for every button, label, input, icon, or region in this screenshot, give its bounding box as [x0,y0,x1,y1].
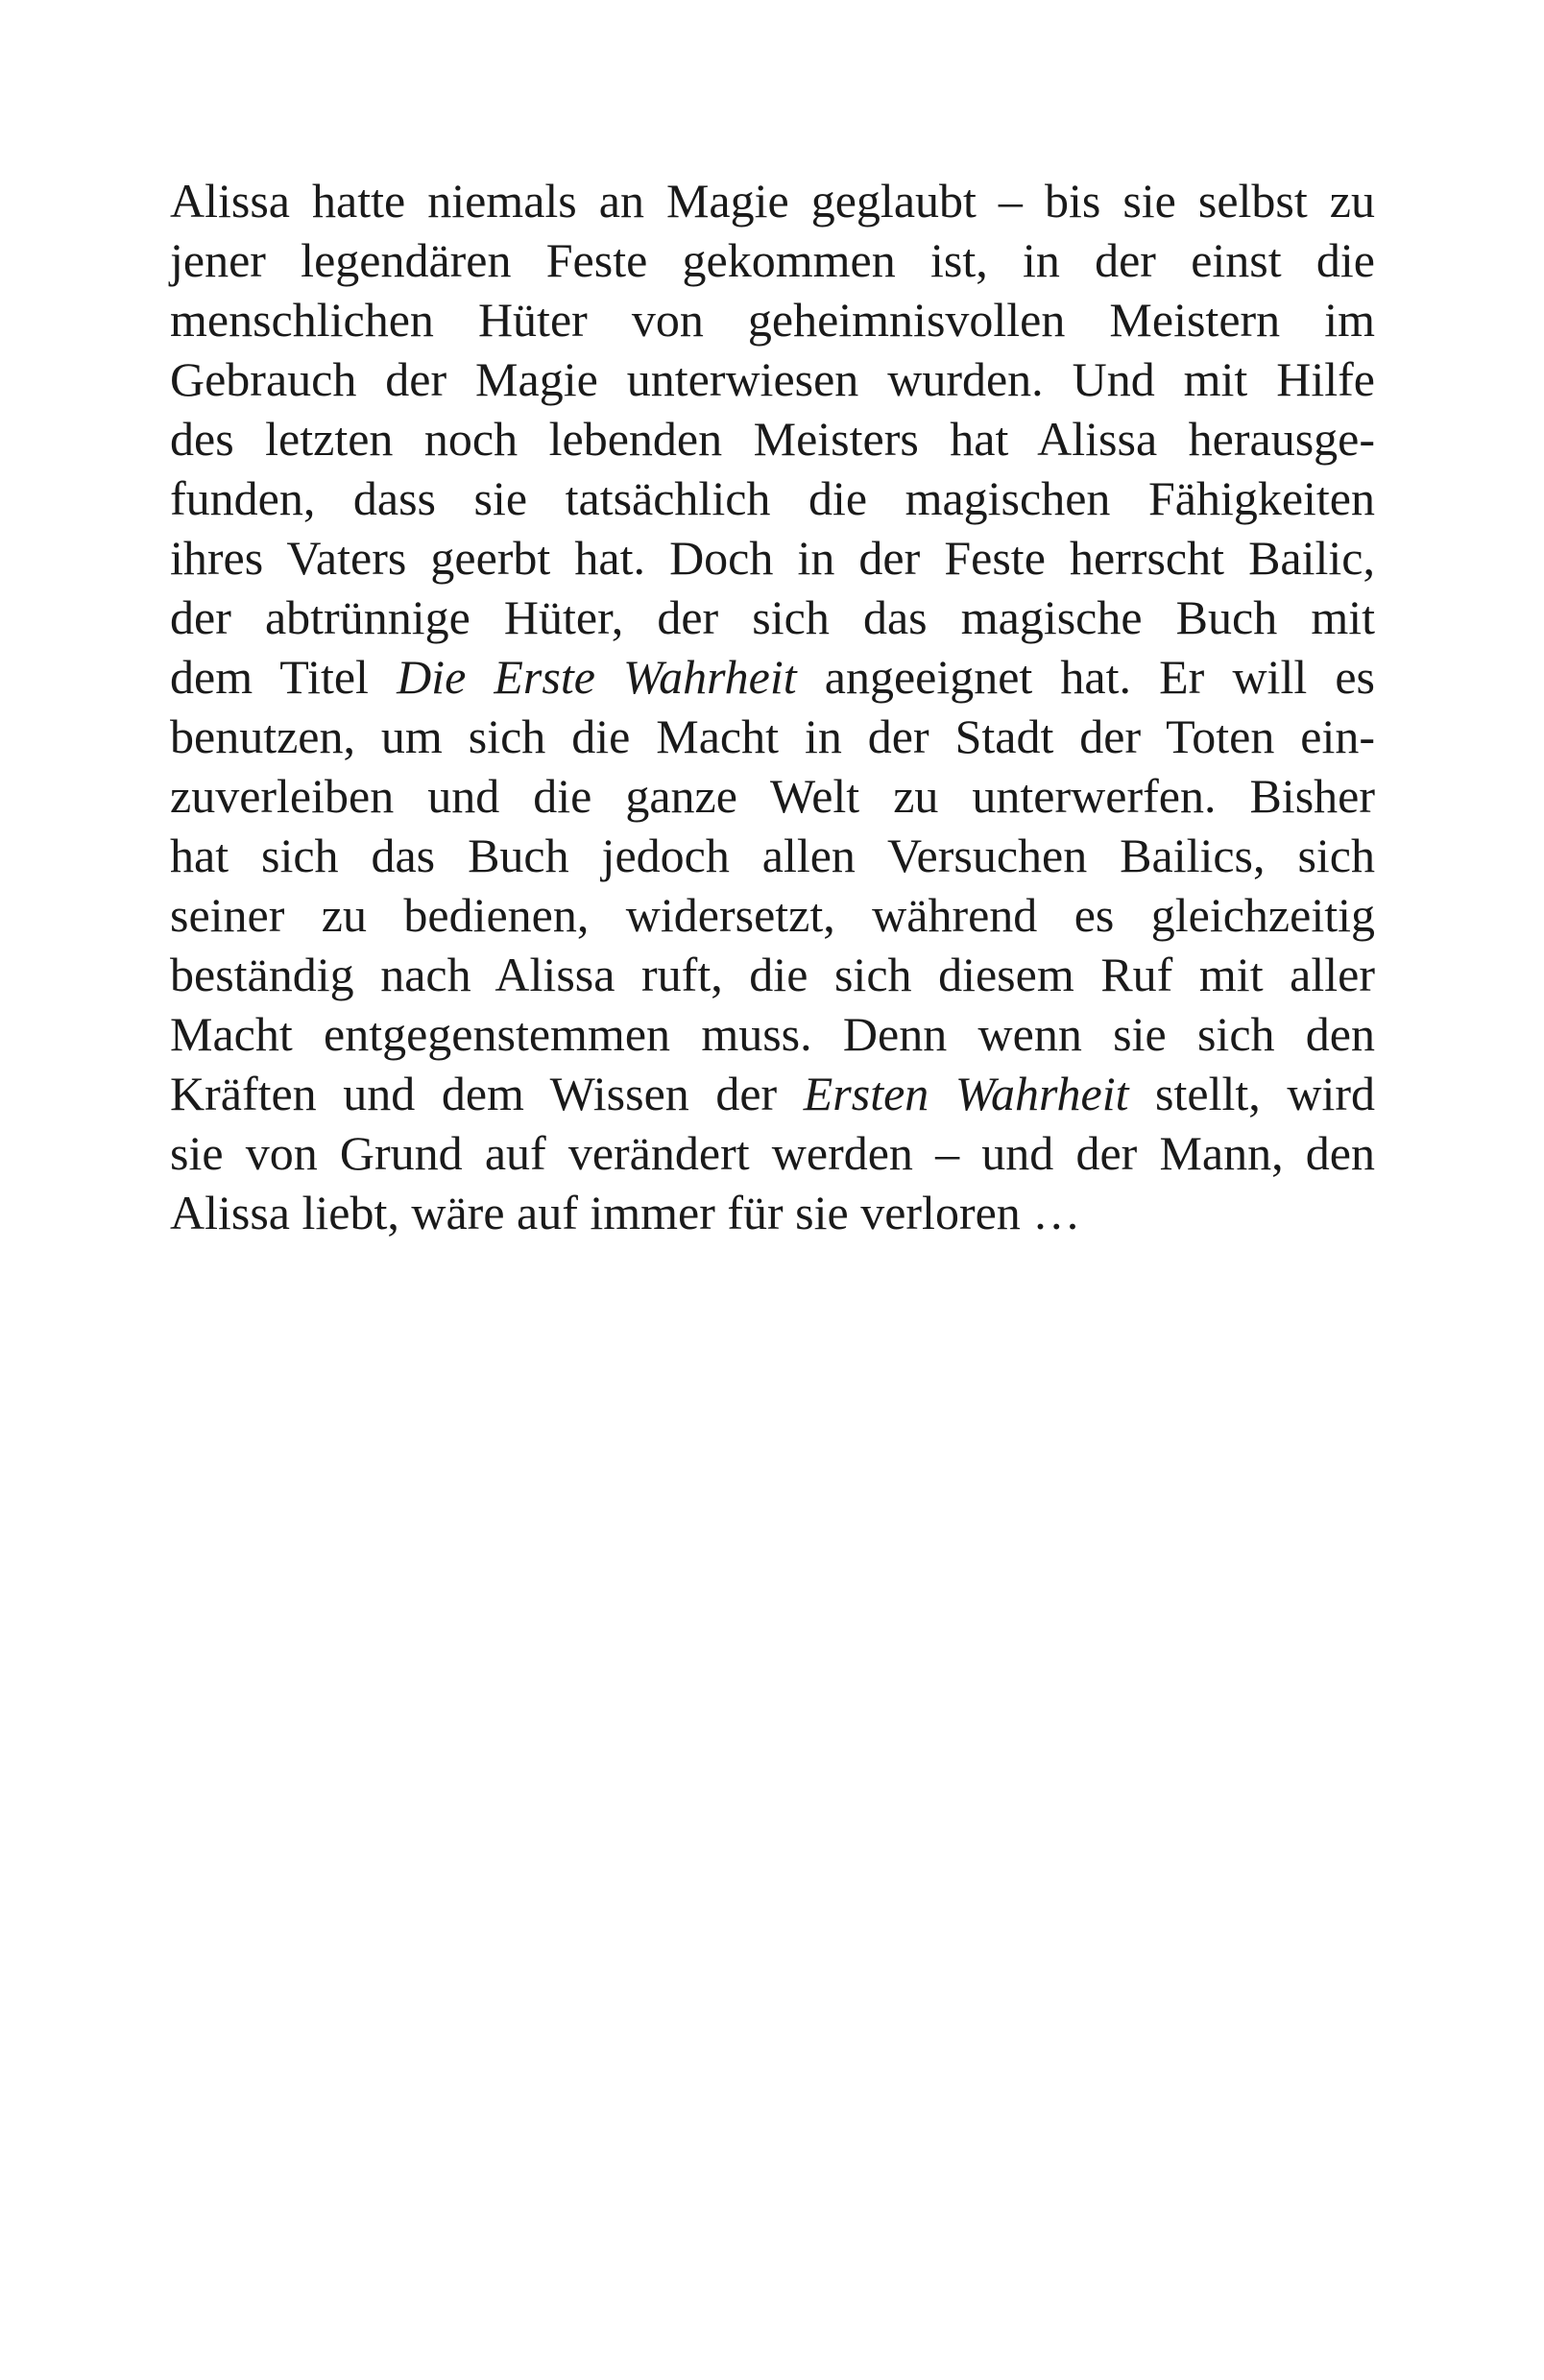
text-line [170,349,1375,409]
text-line [170,171,1375,230]
text-segment: jener legendären Feste gekommen ist, in der einst die [170,233,1375,287]
text-segment: Alissa hatte niemals an Magie geglaubt – bis sie selbst zu [170,174,1375,228]
text-segment: funden, dass sie tatsächlich die magischen Fähigkeiten [170,471,1375,525]
text-line [170,826,1375,885]
text-line [170,707,1375,766]
text-line [170,290,1375,349]
text-segment: ihres Vaters geerbt hat. Doch in der Feste herrscht Bailic, [170,531,1375,585]
text-segment: Gebrauch der Magie unterwiesen wurden. Und mit Hilfe [170,352,1375,406]
text-segment: dem Titel [170,650,398,704]
text-line [170,528,1375,588]
text-segment: des letzten noch lebenden Meisters hat Alissa herausge- [170,412,1375,466]
text-line [170,1004,1375,1064]
text-line [170,230,1375,290]
text-line [170,588,1375,647]
text-segment: hat sich das Buch jedoch allen Versuchen Bailics, sich [170,829,1375,882]
text-segment: angeeignet hat. Er will es [796,650,1375,704]
text-segment: der abtrünnige Hüter, der sich das magische Buch mit [170,590,1375,644]
text-line [170,1064,1375,1123]
text-line [170,945,1375,1004]
text-segment: Macht entgegenstemmen muss. Denn wenn sie sich den [170,1007,1375,1061]
text-segment: benutzen, um sich die Macht in der Stadt der Toten ein- [170,709,1375,763]
text-segment: sie von Grund auf verändert werden – und der Mann, den [170,1126,1375,1180]
text-segment: beständig nach Alissa ruft, die sich diesem Ruf mit aller [170,948,1375,1001]
text-line [170,1123,1375,1183]
text-segment: seiner zu bedienen, widersetzt, während es gleichzeitig [170,888,1375,942]
text-line [170,1183,1375,1242]
text-line [170,885,1375,945]
text-segment: stellt, wird [1128,1067,1375,1120]
text-line [170,647,1375,707]
text-segment: menschlichen Hüter von geheimnisvollen Meistern im [170,293,1375,347]
text-line [170,766,1375,826]
blurb-text [170,171,1375,1242]
book-title-italic: Die Erste Wahrheit [397,650,797,704]
text-line [170,409,1375,469]
book-title-italic: Ersten Wahrheit [803,1067,1129,1120]
text-segment: Kräften und dem Wissen der [170,1067,804,1120]
text-segment: zuverleiben und die ganze Welt zu unterwerfen. Bisher [170,769,1375,823]
text-line [170,469,1375,528]
text-segment: Alissa liebt, wäre auf immer für sie verloren … [170,1186,1081,1239]
